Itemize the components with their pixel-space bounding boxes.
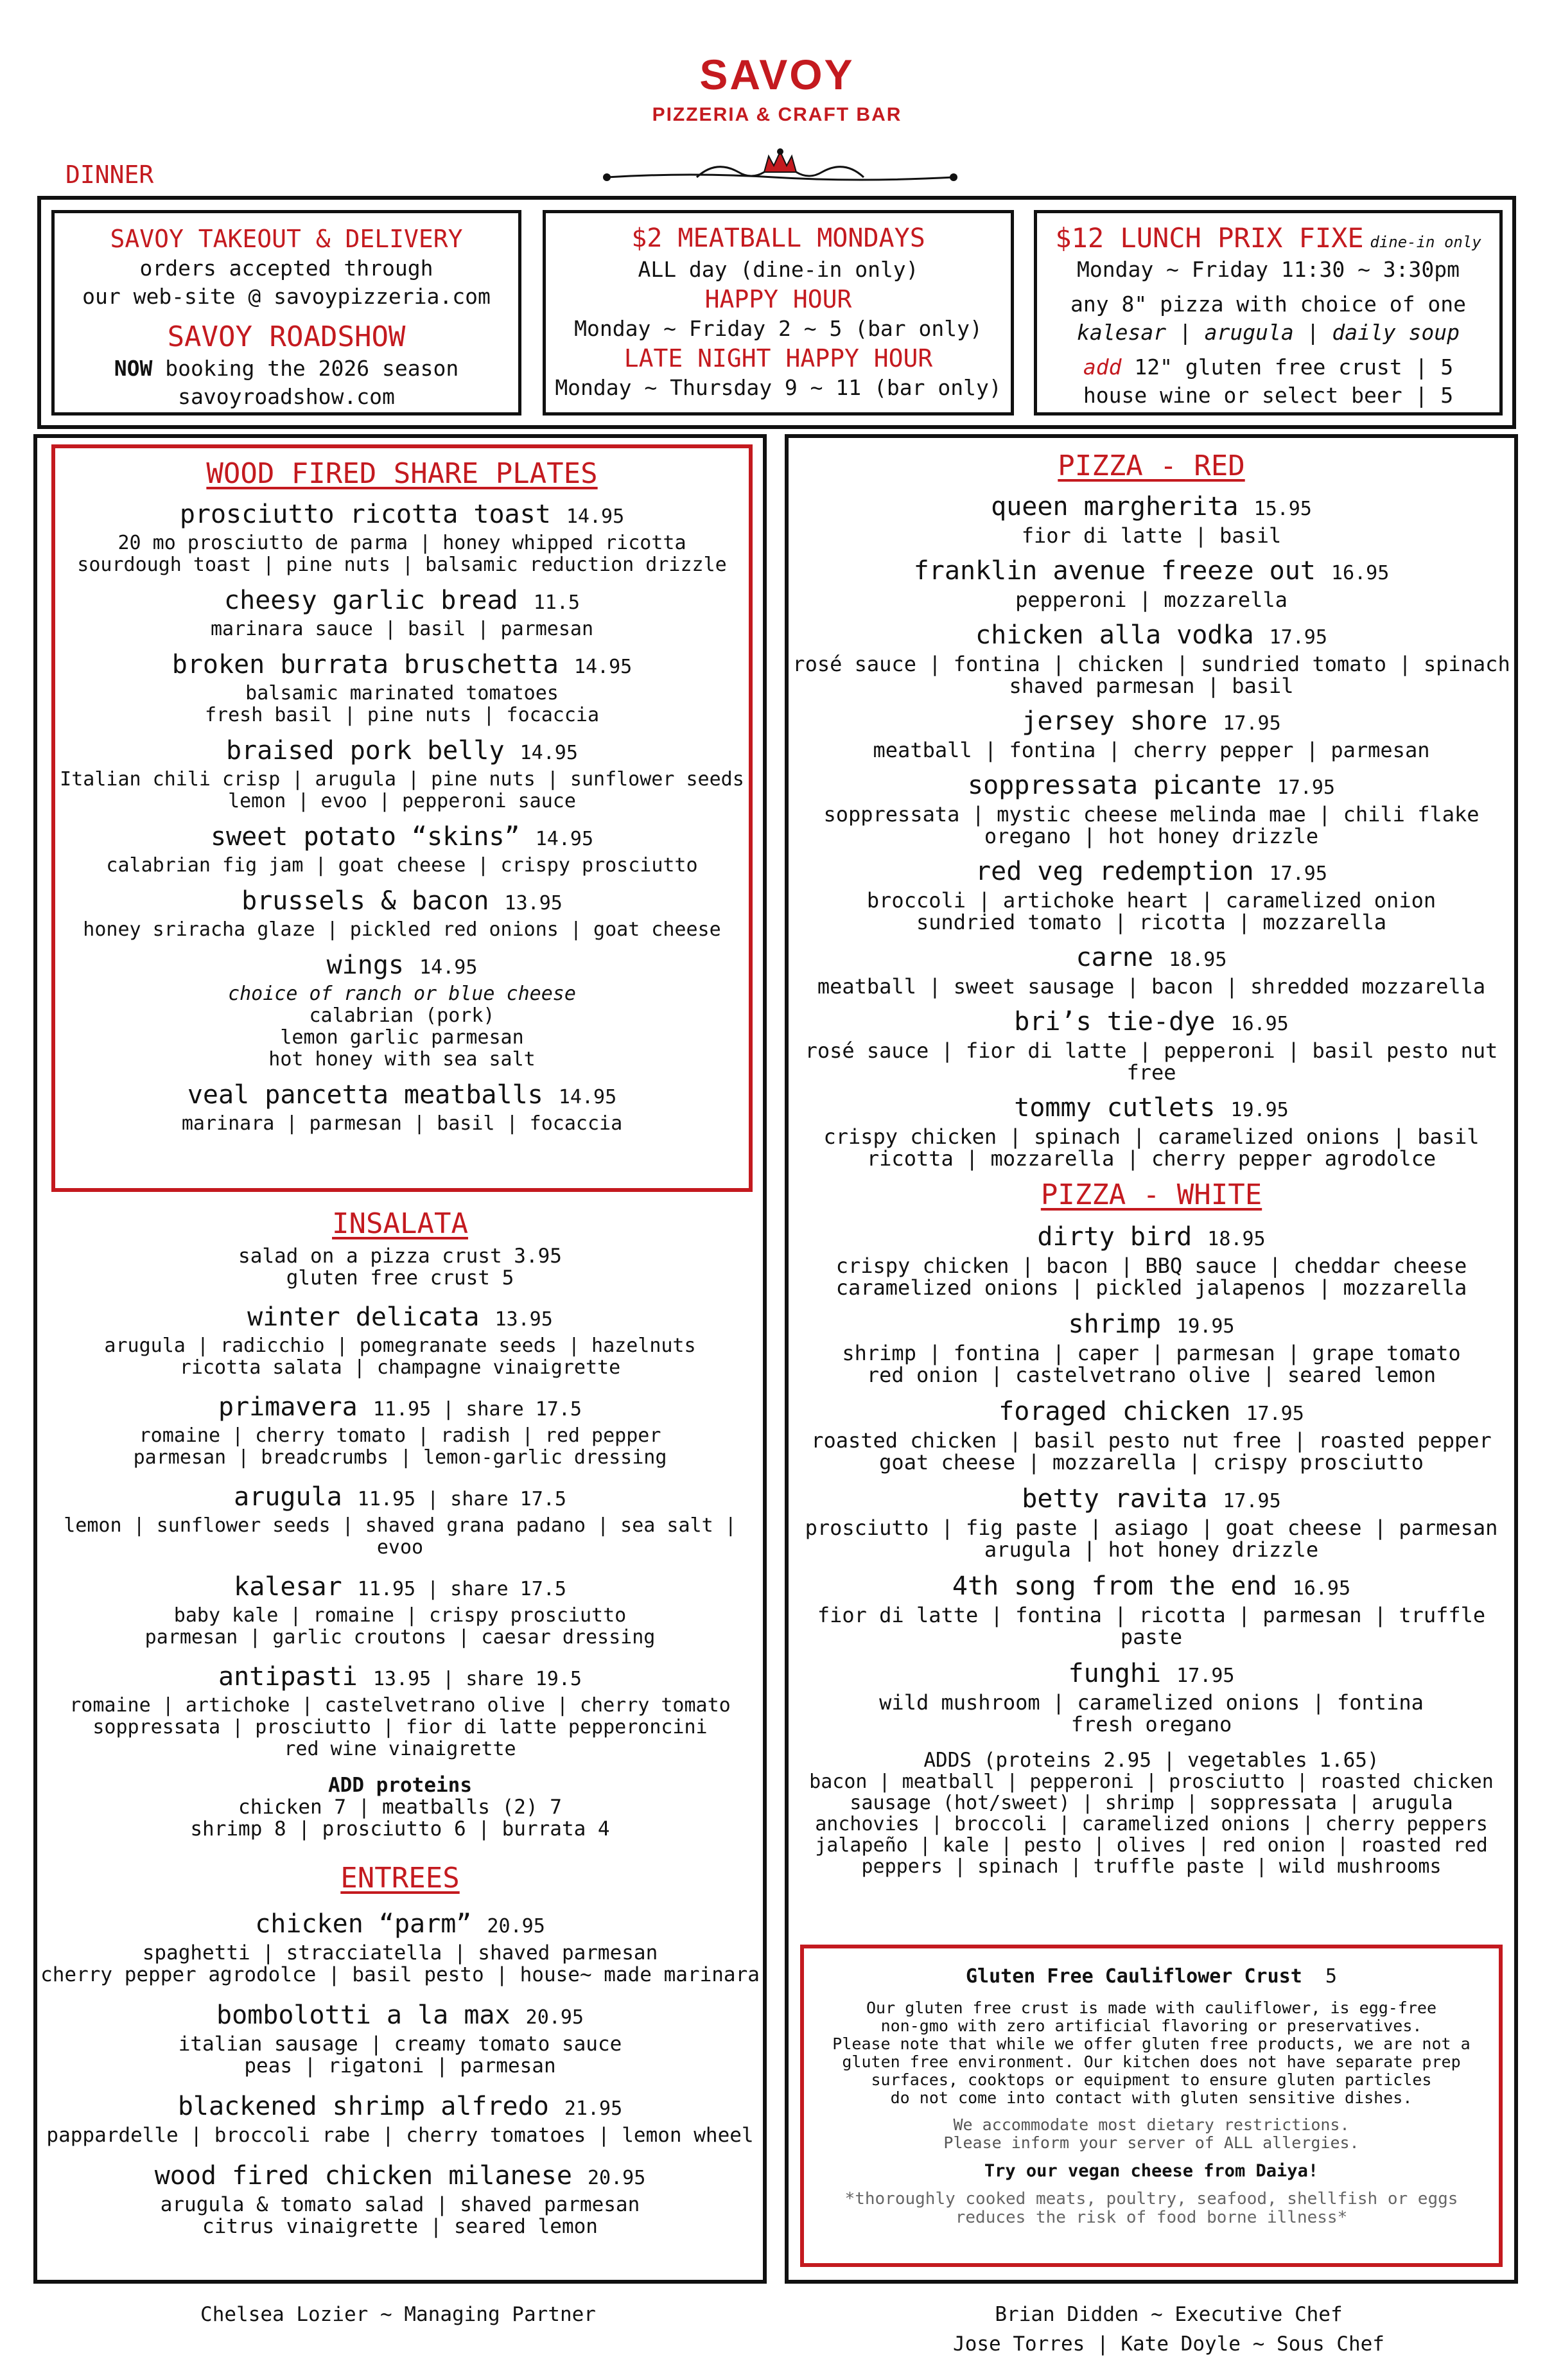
menu-item <box>37 2000 763 2077</box>
menu-item-description: caramelized onions | pickled jalapenos | mozzarella <box>835 1275 1467 1300</box>
menu-item-description: red wine vinaigrette <box>284 1738 516 1760</box>
menu-item-price: 18.95 <box>1207 1228 1266 1250</box>
menu-item-description: balsamic marinated tomatoes <box>245 682 559 704</box>
menu-item <box>789 1006 1514 1083</box>
menu-item-description: baby kale | romaine | crispy prosciutto <box>173 1604 627 1627</box>
menu-item-name: veal pancetta meatballs <box>187 1080 543 1110</box>
dinner-label: DINNER <box>65 161 154 189</box>
menu-item-description: oregano | hot honey drizzle <box>984 824 1319 848</box>
gluten-free-text: gluten free environment. Our kitchen does not have separate prep <box>842 2052 1461 2071</box>
menu-item-description: romaine | cherry tomato | radish | red pepper <box>139 1424 661 1447</box>
menu-item <box>789 856 1514 933</box>
menu-item <box>789 1658 1514 1735</box>
menu-item-description: rosé sauce | fontina | chicken | sundried tomato | spinach <box>792 652 1510 676</box>
menu-item-description: meatball | fontina | cherry pepper | parmesan <box>873 738 1430 762</box>
menu-item-name: 4th song from the end <box>952 1571 1277 1601</box>
menu-item-description: sourdough toast | pine nuts | balsamic reduction drizzle <box>77 554 727 576</box>
menu-item-price: 13.95 <box>494 1308 553 1331</box>
menu-item-price: 11.95 | share 17.5 <box>357 1488 566 1510</box>
menu-item-description: fresh oregano <box>1070 1712 1232 1737</box>
menu-item <box>789 556 1514 611</box>
menu-item-description: spaghetti | stracciatella | shaved parmesan <box>142 1941 658 1964</box>
menu-item-price: 11.5 <box>533 591 580 614</box>
menu-item-description: red onion | castelvetrano olive | seared lemon <box>866 1363 1436 1387</box>
menu-item-description: goat cheese | mozzarella | crispy prosciutto <box>879 1450 1424 1474</box>
menu-item-description: prosciutto | fig paste | asiago | goat cheese | parmesan <box>805 1516 1498 1540</box>
menu-item-price: 13.95 | share 19.5 <box>372 1668 582 1690</box>
menu-item-price: 20.95 <box>487 1915 545 1938</box>
menu-item-price: 17.95 <box>1223 712 1281 735</box>
menu-item <box>789 1571 1514 1648</box>
footer-executive-chef: Brian Didden ~ Executive Chef <box>995 2303 1343 2326</box>
menu-item-description: lemon | evoo | pepperoni sauce <box>228 790 576 812</box>
menu-item-price: 16.95 <box>1292 1577 1351 1600</box>
menu-item-price: 11.95 | share 17.5 <box>357 1578 566 1600</box>
menu-item <box>789 1483 1514 1561</box>
warning-text: reduces the risk of food borne illness* <box>955 2208 1348 2227</box>
menu-item-description: marinara | parmesan | basil | focaccia <box>181 1112 623 1135</box>
menu-item-description: cherry pepper agrodolce | basil pesto | house~ made marinara <box>40 1963 760 1986</box>
restaurant-subtitle: PIZZERIA & CRAFT BAR <box>652 104 902 125</box>
menu-item-price: 13.95 <box>504 892 563 914</box>
gluten-free-text: Our gluten free crust is made with cauliflower, is egg-free <box>866 1999 1437 2017</box>
menu-item <box>51 735 753 812</box>
menu-item <box>51 886 753 941</box>
menu-item <box>37 1909 763 1986</box>
menu-item-name: prosciutto ricotta toast <box>179 500 551 529</box>
menu-item-name: chicken “parm” <box>255 1909 472 1939</box>
warning-text: *thoroughly cooked meats, poultry, seafood, shellfish or eggs <box>844 2189 1458 2209</box>
menu-item <box>37 1302 763 1379</box>
menu-item-name: foraged chicken <box>999 1397 1231 1426</box>
menu-item-price: 14.95 <box>419 956 478 979</box>
gluten-free-title: Gluten Free Cauliflower Crust <box>966 1965 1302 1988</box>
menu-item-name: blackened shrimp alfredo <box>177 2092 549 2121</box>
menu-item-description: shaved parmesan | basil <box>1009 674 1294 698</box>
menu-item <box>789 706 1514 761</box>
menu-item-description: arugula | hot honey drizzle <box>984 1537 1319 1562</box>
menu-item-description: broccoli | artichoke heart | caramelized onion <box>866 888 1436 913</box>
lunch-info-box: $12 LUNCH PRIX FIXE dine-in only Monday ~ Friday 11:30 ~ 3:30pm any 8" pizza with choice of one kalesar | arugula | daily soup add 12" gluten free crust | 5 house wine or select beer | 5 <box>1034 210 1503 416</box>
menu-item-name: chicken alla vodka <box>975 620 1254 650</box>
menu-item-price: 14.95 <box>519 742 578 764</box>
menu-item-name: broken burrata bruschetta <box>171 650 559 679</box>
menu-item-name: bri’s tie-dye <box>1014 1007 1216 1037</box>
menu-item-description: shrimp | fontina | caper | parmesan | grape tomato <box>842 1341 1461 1365</box>
takeout-heading: SAVOY TAKEOUT & DELIVERY <box>110 225 463 253</box>
gluten-free-section: Gluten Free Cauliflower Crust 5 Our gluten free crust is made with cauliflower, is egg-free non-gmo with zero artificial flavoring or preservatives. Please note that while we offer gluten free products, we are not a gluten free environment. Our kitchen does not have separate prep surfaces, cooktops or equipment to ensure gluten particles do not come into contact with gluten sensitive dishes. We accommodate most dietary restrictions. Please inform your server of ALL allergies. Try our vegan cheese from Daiya! *thoroughly cooked meats, poultry, seafood, shellfish or eggs reduces the risk of food borne illness* <box>807 1965 1496 2227</box>
menu-item-price: 17.95 <box>1269 626 1327 649</box>
menu-item-name: cheesy garlic bread <box>224 586 518 615</box>
menu-item-description: romaine | artichoke | castelvetrano olive | cherry tomato <box>69 1694 731 1717</box>
menu-item-description: honey sriracha glaze | pickled red onions | goat cheese <box>83 918 721 941</box>
menu-item-price: 16.95 <box>1230 1013 1289 1035</box>
website-link[interactable]: our web-site @ savoypizzeria.com <box>82 284 491 309</box>
menu-item-name: arugula <box>234 1482 342 1512</box>
adds-line: jalapeño | kale | pesto | olives | red onion | roasted red <box>815 1834 1488 1857</box>
menu-item-price: 14.95 <box>573 656 633 678</box>
menu-item-name: queen margherita <box>991 492 1239 521</box>
menu-item-name: jersey shore <box>1022 706 1208 736</box>
insalata-title: INSALATA <box>332 1207 468 1240</box>
menu-item-price: 19.95 <box>1176 1315 1235 1338</box>
menu-item <box>37 2160 763 2237</box>
menu-item-price: 11.95 | share 17.5 <box>372 1398 582 1421</box>
roadshow-heading: SAVOY ROADSHOW <box>167 320 406 353</box>
menu-item-description: calabrian fig jam | goat cheese | crispy prosciutto <box>106 854 698 877</box>
menu-item-name: funghi <box>1068 1659 1162 1688</box>
menu-item <box>51 649 753 726</box>
adds-line: anchovies | broccoli | caramelized onions | cherry peppers <box>815 1813 1488 1835</box>
menu-item <box>37 1392 763 1469</box>
ornament-divider-icon <box>600 146 960 191</box>
menu-item-description: pappardelle | broccoli rabe | cherry tomatoes | lemon wheel <box>46 2124 754 2147</box>
menu-item-name: kalesar <box>234 1572 342 1602</box>
gluten-free-text: Please note that while we offer gluten free products, we are not a <box>832 2034 1471 2053</box>
info-panel <box>37 196 1516 429</box>
menu-item <box>789 942 1514 997</box>
menu-item <box>789 491 1514 547</box>
menu-item <box>51 585 753 640</box>
insalata-section: INSALATA salad on a pizza crust 3.95 gluten free crust 5 winter delicata 13.95 arugula | radicchio | pomegranate seeds | hazelnuts ricotta salata | champagne vinaigrette primavera 11.95 | share 17.5 romaine | cherry tomato | radish | red pepper parmesan | breadcrumbs | lemon-garlic dressing arugula 11.95 | share 17.5 lemon | sunflower seeds | shaved grana padano | sea salt | evoo kalesar 11.95 | share 17.5 baby kale | romaine | crispy prosciutto parmesan | garlic croutons | caesar dressing antipasti 13.95 | share 19.5 romaine | artichoke | castelvetrano olive | cherry tomato soppressata | prosciutto | fior di latte pepperoncini red wine vinaigrette ADD proteins chicken 7 | meatballs (2) 7 shrimp 8 | prosciutto 6 | burrata 4 ENTREES chicken “parm” 20.95 spaghetti | stracciatella | shaved parmesan cherry pepper agrodolce | basil pesto | house~ made marinara bombolotti a la max 20.95 italian sausage | creamy tomato sauce peas | rigatoni | parmesan blackened shrimp alfredo 21.95 pappardelle | broccoli rabe | cherry tomatoes | lemon wheel wood fired chicken milanese 20.95 arugula & tomato salad | shaved parmesan citrus vinaigrette | seared lemon <box>37 1207 763 2237</box>
happy-hour-heading: HAPPY HOUR <box>704 285 852 313</box>
gluten-free-text: do not come into contact with gluten sensitive dishes. <box>890 2088 1413 2107</box>
takeout-info-box: SAVOY TAKEOUT & DELIVERY orders accepted through our web-site @ savoypizzeria.com SAVOY ROADSHOW NOW booking the 2026 season savoyroadshow.com <box>51 210 521 416</box>
pizza-white-title: PIZZA - WHITE <box>1040 1178 1262 1211</box>
menu-item-price: 14.95 <box>566 505 625 528</box>
menu-item-description: citrus vinaigrette | seared lemon <box>202 2215 598 2238</box>
menu-item-price: 17.95 <box>1277 776 1335 799</box>
menu-item-price: 14.95 <box>558 1086 617 1108</box>
adds-title: ADDS (proteins 2.95 | vegetables 1.65) <box>923 1749 1379 1772</box>
pizza-section <box>789 450 1514 1877</box>
menu-item-description: crispy chicken | spinach | caramelized onions | basil <box>823 1124 1480 1149</box>
menu-item-description: peas | rigatoni | parmesan <box>244 2054 556 2078</box>
menu-item-description: Italian chili crisp | arugula | pine nuts | sunflower seeds <box>60 768 744 791</box>
menu-item-description: roasted chicken | basil pesto nut free | roasted pepper <box>811 1428 1492 1453</box>
menu-item-description: italian sausage | creamy tomato sauce <box>178 2033 622 2056</box>
menu-item-name: wings <box>326 950 404 980</box>
footer-sous-chef: Jose Torres | Kate Doyle ~ Sous Chef <box>953 2332 1384 2356</box>
menu-item <box>37 2091 763 2146</box>
menu-item-name: winter delicata <box>247 1302 480 1332</box>
menu-item <box>37 1661 763 1760</box>
roadshow-link[interactable]: savoyroadshow.com <box>178 384 395 409</box>
entrees-title: ENTREES <box>340 1862 460 1894</box>
allergy-text: We accommodate most dietary restrictions. <box>953 2115 1350 2134</box>
menu-item <box>789 1221 1514 1299</box>
menu-item-price: 18.95 <box>1169 949 1227 971</box>
menu-item-description: arugula & tomato salad | shaved parmesan <box>160 2193 640 2216</box>
menu-item <box>789 1309 1514 1386</box>
specials-info-box: $2 MEATBALL MONDAYS ALL day (dine-in only) HAPPY HOUR Monday ~ Friday 2 ~ 5 (bar only) LATE NIGHT HAPPY HOUR Monday ~ Thursday 9 ~ 11 (bar only) <box>543 210 1014 416</box>
menu-item <box>37 1482 763 1559</box>
menu-item-description: 20 mo prosciutto de parma | honey whipped ricotta <box>118 532 686 554</box>
menu-item <box>789 1092 1514 1169</box>
menu-item-name: antipasti <box>218 1662 358 1692</box>
menu-item <box>37 1571 763 1649</box>
menu-item <box>789 770 1514 847</box>
menu-item <box>51 1080 753 1135</box>
menu-item-description: rosé sauce | fior di latte | pepperoni | basil pesto nut free <box>805 1038 1498 1085</box>
menu-item-description: crispy chicken | bacon | BBQ sauce | cheddar cheese <box>835 1254 1467 1278</box>
menu-item-description: wild mushroom | caramelized onions | fontina <box>879 1690 1424 1715</box>
pizza-red-title: PIZZA - RED <box>1058 450 1245 482</box>
menu-item-description: hot honey with sea salt <box>268 1048 536 1071</box>
menu-item-name: brussels & bacon <box>241 886 489 916</box>
gluten-free-text: surfaces, cooktops or equipment to ensure gluten particles <box>871 2070 1432 2089</box>
menu-item-name: dirty bird <box>1037 1222 1192 1252</box>
share-plates-section <box>51 457 753 1135</box>
menu-item-price: 16.95 <box>1331 562 1390 584</box>
menu-item-price: 20.95 <box>588 2167 646 2189</box>
menu-item-name: shrimp <box>1068 1309 1162 1339</box>
restaurant-title: SAVOY <box>699 51 855 98</box>
lunch-prix-fixe-heading: $12 LUNCH PRIX FIXE <box>1055 222 1364 254</box>
menu-item <box>51 950 753 1071</box>
menu-item-name: carne <box>1076 943 1153 972</box>
menu-item-name: red veg redemption <box>975 857 1254 886</box>
menu-item-name: bombolotti a la max <box>216 2000 511 2030</box>
footer-managing-partner: Chelsea Lozier ~ Managing Partner <box>200 2303 596 2326</box>
menu-item-description: parmesan | breadcrumbs | lemon-garlic dressing <box>133 1446 667 1469</box>
menu-item-description: sundried tomato | ricotta | mozzarella <box>916 910 1387 934</box>
share-plates-title: WOOD FIRED SHARE PLATES <box>206 457 598 490</box>
menu-item-price: 17.95 <box>1223 1490 1281 1512</box>
menu-item-price: 19.95 <box>1230 1099 1289 1121</box>
menu-item-description: ricotta | mozzarella | cherry pepper agrodolce <box>866 1146 1436 1171</box>
menu-item-description: parmesan | garlic croutons | caesar dressing <box>144 1626 656 1649</box>
menu-item-description: fior di latte | basil <box>1021 523 1282 548</box>
menu-item-name: franklin avenue freeze out <box>913 556 1316 586</box>
menu-item-description: marinara sauce | basil | parmesan <box>210 618 594 640</box>
allergy-text: Please inform your server of ALL allergies. <box>943 2133 1359 2152</box>
meatball-mondays-heading: $2 MEATBALL MONDAYS <box>631 223 925 253</box>
menu-item-name: braised pork belly <box>226 736 505 766</box>
adds-line: sausage (hot/sweet) | shrimp | soppressata | arugula <box>850 1792 1453 1814</box>
menu-item-name: primavera <box>218 1392 358 1422</box>
menu-item-description: pepperoni | mozzarella <box>1015 588 1288 612</box>
menu-item-name: sweet potato “skins” <box>210 822 520 852</box>
vegan-note: Try our vegan cheese from Daiya! <box>984 2161 1319 2181</box>
menu-item-note: choice of ranch or blue cheese <box>228 983 576 1005</box>
gluten-free-text: non-gmo with zero artificial flavoring or preservatives. <box>880 2017 1422 2035</box>
menu-item-price: 17.95 <box>1269 862 1327 885</box>
menu-item-price: 14.95 <box>535 828 594 850</box>
menu-item-price: 21.95 <box>564 2097 623 2120</box>
adds-line: peppers | spinach | truffle paste | wild mushrooms <box>861 1855 1442 1878</box>
menu-item-description: soppressata | mystic cheese melinda mae | chili flake <box>823 802 1480 827</box>
menu-item-description: ricotta salata | champagne vinaigrette <box>179 1356 621 1379</box>
menu-item <box>51 499 753 576</box>
menu-item-price: 15.95 <box>1253 498 1312 520</box>
adds-line: bacon | meatball | pepperoni | prosciutto | roasted chicken <box>809 1771 1494 1793</box>
menu-item <box>789 1396 1514 1473</box>
add-proteins-title: ADD proteins <box>328 1774 472 1797</box>
menu-item <box>51 821 753 877</box>
menu-item-description: meatball | sweet sausage | bacon | shredded mozzarella <box>817 974 1486 999</box>
late-night-heading: LATE NIGHT HAPPY HOUR <box>624 344 933 372</box>
menu-item-description: lemon | sunflower seeds | shaved grana padano | sea salt | evoo <box>64 1514 737 1559</box>
menu-item-name: betty ravita <box>1022 1484 1208 1514</box>
menu-item-price: 20.95 <box>525 2006 584 2029</box>
menu-item-description: arugula | radicchio | pomegranate seeds | hazelnuts <box>104 1334 696 1357</box>
menu-item-description: fior di latte | fontina | ricotta | parmesan | truffle paste <box>817 1603 1486 1649</box>
menu-item-description: calabrian (pork) <box>309 1004 495 1027</box>
menu-item-name: tommy cutlets <box>1014 1093 1216 1123</box>
menu-item-name: soppressata picante <box>968 771 1262 800</box>
menu-item <box>789 620 1514 697</box>
menu-item-price: 17.95 <box>1246 1403 1304 1425</box>
menu-item-price: 17.95 <box>1176 1665 1235 1687</box>
menu-item-name: wood fired chicken milanese <box>154 2161 572 2191</box>
menu-item-description: soppressata | prosciutto | fior di latte pepperoncini <box>92 1716 708 1738</box>
menu-item-description: lemon garlic parmesan <box>280 1026 524 1049</box>
menu-item-description: fresh basil | pine nuts | focaccia <box>204 704 600 726</box>
